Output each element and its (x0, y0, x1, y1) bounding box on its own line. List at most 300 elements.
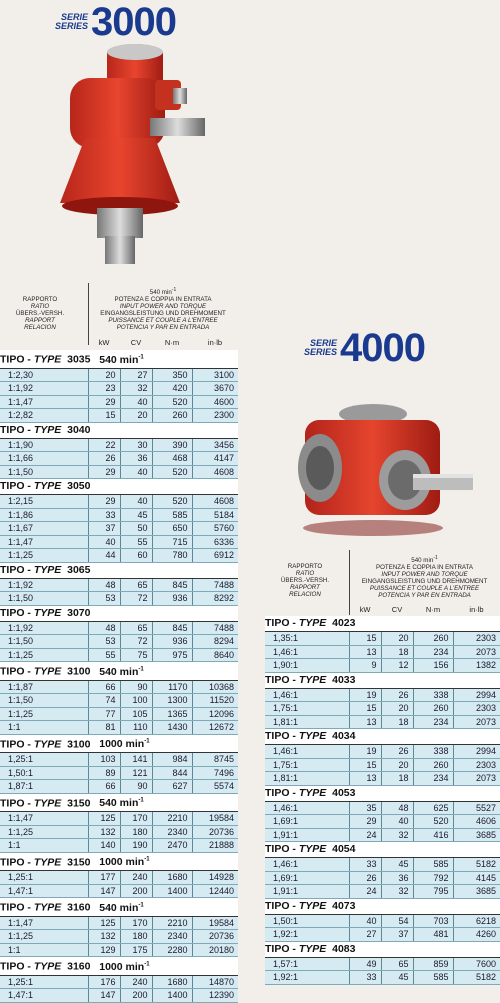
ratio-cell: 1:1 (0, 721, 88, 735)
type-header-row (0, 479, 238, 495)
kw-cell: 26 (88, 452, 120, 466)
nm-cell: 481 (413, 928, 453, 942)
table-row (265, 957, 500, 971)
table-row (265, 715, 500, 729)
inlb-cell: 5182 (453, 858, 500, 872)
ratio-cell: 1,47:1 (0, 989, 88, 1003)
table-row (265, 702, 500, 716)
kw-cell: 29 (88, 395, 120, 409)
nm-cell: 260 (413, 702, 453, 716)
series-3000-heading (55, 2, 176, 42)
inlb-cell: 14928 (192, 871, 238, 885)
col-nm: N·m (425, 605, 441, 614)
inlb-cell: 2994 (453, 688, 500, 702)
cv-cell: 40 (120, 495, 152, 509)
type-label: TIPO - TYPE (265, 617, 327, 629)
nm-cell: 844 (152, 766, 192, 780)
ratio-cell: 1,46:1 (265, 688, 349, 702)
table-row (0, 549, 238, 563)
inlb-cell: 7488 (192, 578, 238, 592)
cv-cell: 65 (120, 621, 152, 635)
ratio-cell: 1:1,86 (0, 508, 88, 522)
table-row (265, 815, 500, 829)
type-label: TIPO - TYPE (265, 899, 327, 912)
series-number: 4000 (340, 326, 425, 370)
nm-cell: 792 (413, 871, 453, 885)
type-label: TIPO - TYPE (0, 423, 62, 436)
inlb-cell: 11520 (192, 694, 238, 708)
inlb-cell: 4600 (192, 395, 238, 409)
ratio-cell: 1:1,47 (0, 812, 88, 826)
ratio-cell: 1:1,90 (0, 438, 88, 452)
kw-cell: 125 (88, 812, 120, 826)
inlb-cell: 5182 (453, 971, 500, 985)
kw-cell: 49 (349, 957, 381, 971)
kw-cell: 13 (349, 645, 381, 659)
inlb-cell: 8292 (192, 592, 238, 606)
ratio-cell: 1,92:1 (265, 971, 349, 985)
inlb-cell: 12390 (192, 989, 238, 1003)
cv-cell: 180 (120, 825, 152, 839)
cv-cell: 240 (120, 975, 152, 989)
column-headers-4000 (349, 605, 500, 614)
table-row (0, 465, 238, 479)
inlb-cell: 10368 (192, 680, 238, 694)
ratio-cell: 1,75:1 (265, 702, 349, 716)
ratio-cell: 1:1,87 (0, 680, 88, 694)
type-header-row (265, 729, 500, 745)
kw-cell: 13 (349, 772, 381, 786)
table-row (0, 707, 238, 721)
kw-cell: 40 (88, 535, 120, 549)
series-3000-table (0, 350, 238, 1003)
inlb-cell: 7600 (453, 957, 500, 971)
type-label: TIPO - TYPE (0, 960, 62, 973)
ratio-cell: 1,47:1 (0, 884, 88, 898)
nm-cell: 585 (152, 508, 192, 522)
inlb-cell: 21888 (192, 839, 238, 853)
type-label: TIPO - TYPE (265, 673, 327, 686)
type-label: TIPO - TYPE (265, 843, 327, 855)
table-row (0, 508, 238, 522)
nm-cell: 1400 (152, 989, 192, 1003)
nm-cell: 420 (152, 382, 192, 396)
type-code: 4053 (332, 786, 356, 799)
nm-cell: 984 (152, 753, 192, 767)
type-header-row (0, 734, 238, 753)
ratio-cell: 1,25:1 (0, 975, 88, 989)
type-code: 4083 (332, 942, 356, 955)
type-label: TIPO - TYPE (0, 606, 62, 619)
ratio-cell: 1,75:1 (265, 758, 349, 772)
type-code: 4073 (332, 899, 356, 912)
cv-cell: 45 (120, 508, 152, 522)
cv-cell: 32 (381, 828, 413, 842)
kw-cell: 132 (88, 930, 120, 944)
kw-cell: 129 (88, 943, 120, 957)
kw-cell: 24 (349, 828, 381, 842)
nm-cell: 585 (413, 971, 453, 985)
nm-cell: 156 (413, 659, 453, 673)
gearbox-3000-image (55, 38, 205, 268)
inlb-cell: 8294 (192, 635, 238, 649)
nm-cell: 650 (152, 522, 192, 536)
nm-cell: 627 (152, 780, 192, 794)
type-code: 3035 (67, 353, 91, 366)
table-row (265, 688, 500, 702)
table-row (265, 871, 500, 885)
inlb-cell: 14870 (192, 975, 238, 989)
table-row (0, 766, 238, 780)
ratio-cell: 1:1,25 (0, 707, 88, 721)
cv-cell: 32 (120, 382, 152, 396)
kw-cell: 147 (88, 884, 120, 898)
ratio-header: RAPPORTO RATIO ÜBERS.-VERSH. RAPPORT RELACION (15, 296, 65, 331)
table-row (0, 452, 238, 466)
nm-cell: 625 (413, 801, 453, 815)
nm-cell: 260 (413, 758, 453, 772)
nm-cell: 1365 (152, 707, 192, 721)
kw-cell: 29 (88, 495, 120, 509)
gearbox-4000-image (285, 398, 485, 543)
kw-cell: 15 (349, 702, 381, 716)
kw-cell: 15 (88, 409, 120, 423)
cv-cell: 40 (381, 815, 413, 829)
table-row (0, 753, 238, 767)
table-row (0, 825, 238, 839)
ratio-cell: 1:1,47 (0, 916, 88, 930)
inlb-cell: 7496 (192, 766, 238, 780)
type-label: TIPO - TYPE (0, 856, 62, 868)
ratio-cell: 1:1,67 (0, 522, 88, 536)
cv-cell: 141 (120, 753, 152, 767)
kw-cell: 44 (88, 549, 120, 563)
type-label: TIPO - TYPE (0, 353, 62, 366)
type-header-row (0, 957, 238, 976)
series-label-it: SERIE (310, 338, 338, 348)
inlb-cell: 2073 (453, 772, 500, 786)
type-speed: 1000 $\min^{-1}$ (99, 856, 150, 868)
type-speed: 540 $\min^{-1}$ (99, 353, 144, 366)
ratio-cell: 1:2,15 (0, 495, 88, 509)
type-label: TIPO - TYPE (0, 797, 62, 809)
cv-cell: 180 (120, 930, 152, 944)
ratio-cell: 1,46:1 (265, 801, 349, 815)
table-row (265, 928, 500, 942)
nm-cell: 1430 (152, 721, 192, 735)
nm-cell: 350 (152, 368, 192, 382)
nm-cell: 520 (413, 815, 453, 829)
nm-cell: 520 (152, 395, 192, 409)
type-label: TIPO - TYPE (0, 901, 62, 914)
nm-cell: 520 (152, 495, 192, 509)
table-row (0, 884, 238, 898)
series-4000-table (265, 616, 500, 985)
nm-cell: 2340 (152, 825, 192, 839)
col-inlb: in·lb (207, 338, 223, 347)
table-row (0, 930, 238, 944)
table-row (265, 828, 500, 842)
ratio-cell: 1:1,92 (0, 578, 88, 592)
table-row (265, 772, 500, 786)
column-headers-3000 (88, 338, 238, 347)
ratio-cell: 1,81:1 (265, 715, 349, 729)
ratio-cell: 1:1,50 (0, 592, 88, 606)
ratio-cell: 1:1 (0, 943, 88, 957)
kw-cell: 15 (349, 632, 381, 646)
type-code: 3065 (67, 563, 91, 576)
type-label: TIPO - TYPE (0, 665, 62, 678)
nm-cell: 1400 (152, 884, 192, 898)
inlb-cell: 12440 (192, 884, 238, 898)
ratio-header: RAPPORTO RATIO ÜBERS.-VERSH. RAPPORT RELACION (280, 563, 330, 598)
table-row (0, 780, 238, 794)
col-cv: CV (130, 338, 142, 347)
type-label: TIPO - TYPE (0, 563, 62, 576)
nm-cell: 845 (152, 578, 192, 592)
cv-cell: 37 (381, 928, 413, 942)
nm-cell: 468 (152, 452, 192, 466)
table-row (0, 395, 238, 409)
cv-cell: 45 (381, 971, 413, 985)
series-4000-heading (304, 328, 425, 368)
table-row (0, 839, 238, 853)
ratio-cell: 1:1 (0, 839, 88, 853)
inlb-cell: 19584 (192, 812, 238, 826)
ratio-cell: 1,81:1 (265, 772, 349, 786)
cv-cell: 90 (120, 780, 152, 794)
inlb-cell: 5574 (192, 780, 238, 794)
table-row (265, 885, 500, 899)
cv-cell: 48 (381, 801, 413, 815)
kw-cell: 77 (88, 707, 120, 721)
ratio-cell: 1:1,47 (0, 535, 88, 549)
kw-cell: 29 (88, 465, 120, 479)
table-row (265, 914, 500, 928)
ratio-cell: 1,25:1 (0, 871, 88, 885)
inlb-cell: 12096 (192, 707, 238, 721)
kw-cell: 74 (88, 694, 120, 708)
cv-cell: 90 (120, 680, 152, 694)
type-label: TIPO - TYPE (265, 786, 327, 799)
nm-cell: 2340 (152, 930, 192, 944)
kw-cell: 26 (349, 871, 381, 885)
kw-cell: 13 (349, 715, 381, 729)
inlb-cell: 4147 (192, 452, 238, 466)
type-header-row (265, 672, 500, 688)
inlb-cell: 3670 (192, 382, 238, 396)
ratio-cell: 1:1,50 (0, 694, 88, 708)
ratio-cell: 1,90:1 (265, 659, 349, 673)
kw-cell: 33 (349, 971, 381, 985)
table-row (265, 745, 500, 759)
ratio-cell: 1:2,30 (0, 368, 88, 382)
cv-cell: 20 (120, 409, 152, 423)
cv-cell: 50 (120, 522, 152, 536)
table-row (0, 812, 238, 826)
cv-cell: 105 (120, 707, 152, 721)
inlb-cell: 5184 (192, 508, 238, 522)
series-label-en: SERIES (304, 347, 338, 357)
inlb-cell: 4260 (453, 928, 500, 942)
type-header-row (0, 605, 238, 621)
kw-cell: 27 (349, 928, 381, 942)
series-number: 3000 (91, 0, 176, 44)
nm-cell: 936 (152, 592, 192, 606)
table-row (0, 382, 238, 396)
type-code: 3100 (67, 665, 91, 678)
cv-cell: 110 (120, 721, 152, 735)
ratio-cell: 1,46:1 (265, 745, 349, 759)
cv-cell: 36 (120, 452, 152, 466)
type-speed: 540 $\min^{-1}$ (99, 665, 144, 678)
type-code: 3100 (67, 738, 91, 750)
cv-cell: 36 (381, 871, 413, 885)
type-header-row (265, 898, 500, 914)
nm-cell: 936 (152, 635, 192, 649)
cv-cell: 55 (120, 535, 152, 549)
kw-cell: 53 (88, 592, 120, 606)
series-label-en: SERIES (55, 21, 89, 31)
table-row (265, 645, 500, 659)
kw-cell: 35 (349, 801, 381, 815)
kw-cell: 20 (88, 368, 120, 382)
ratio-cell: 1:1,25 (0, 549, 88, 563)
nm-cell: 390 (152, 438, 192, 452)
nm-cell: 2280 (152, 943, 192, 957)
cv-cell: 12 (381, 659, 413, 673)
table-row (0, 522, 238, 536)
col-cv: CV (391, 605, 403, 614)
cv-cell: 200 (120, 884, 152, 898)
type-header-row (0, 852, 238, 871)
nm-cell: 703 (413, 914, 453, 928)
table-row (265, 858, 500, 872)
cv-cell: 18 (381, 772, 413, 786)
type-code: 4034 (332, 730, 356, 742)
cv-cell: 27 (120, 368, 152, 382)
inlb-cell: 4608 (192, 495, 238, 509)
nm-cell: 780 (152, 549, 192, 563)
table-row (0, 409, 238, 423)
cv-cell: 45 (381, 858, 413, 872)
cv-cell: 20 (381, 702, 413, 716)
nm-cell: 2210 (152, 812, 192, 826)
inlb-cell: 8745 (192, 753, 238, 767)
cv-cell: 30 (120, 438, 152, 452)
nm-cell: 234 (413, 772, 453, 786)
inlb-cell: 2073 (453, 715, 500, 729)
inlb-cell: 2073 (453, 645, 500, 659)
ratio-cell: 1,46:1 (265, 858, 349, 872)
kw-cell: 24 (349, 885, 381, 899)
nm-cell: 234 (413, 645, 453, 659)
kw-cell: 19 (349, 745, 381, 759)
inlb-cell: 3456 (192, 438, 238, 452)
ratio-cell: 1,57:1 (265, 957, 349, 971)
kw-cell: 33 (349, 858, 381, 872)
table-row (0, 535, 238, 549)
inlb-cell: 6218 (453, 914, 500, 928)
type-code: 3150 (67, 856, 91, 868)
cv-cell: 26 (381, 688, 413, 702)
nm-cell: 260 (152, 409, 192, 423)
type-code: 3040 (67, 423, 91, 436)
type-code: 4054 (332, 843, 356, 855)
col-kw: kW (359, 605, 371, 614)
nm-cell: 416 (413, 828, 453, 842)
nm-cell: 715 (152, 535, 192, 549)
inlb-cell: 4145 (453, 871, 500, 885)
type-header-row (0, 662, 238, 681)
cv-cell: 200 (120, 989, 152, 1003)
table-row (0, 621, 238, 635)
kw-cell: 23 (88, 382, 120, 396)
nm-cell: 795 (413, 885, 453, 899)
type-speed: 540 $\min^{-1}$ (99, 797, 144, 809)
cv-cell: 190 (120, 839, 152, 853)
kw-cell: 132 (88, 825, 120, 839)
kw-cell: 125 (88, 916, 120, 930)
type-header-row (0, 422, 238, 438)
cv-cell: 18 (381, 645, 413, 659)
type-code: 3160 (67, 901, 91, 914)
kw-cell: 15 (349, 758, 381, 772)
type-code: 3160 (67, 960, 91, 973)
table-row (0, 592, 238, 606)
inlb-cell: 2303 (453, 758, 500, 772)
table-row (0, 694, 238, 708)
type-speed: 540 $\min^{-1}$ (99, 901, 144, 914)
table-row (265, 758, 500, 772)
ratio-cell: 1:1,92 (0, 382, 88, 396)
ratio-cell: 1:1,92 (0, 621, 88, 635)
table-row (265, 659, 500, 673)
ratio-cell: 1:1,66 (0, 452, 88, 466)
inlb-cell: 3100 (192, 368, 238, 382)
kw-cell: 81 (88, 721, 120, 735)
table-row (0, 943, 238, 957)
nm-cell: 338 (413, 745, 453, 759)
col-nm: N·m (164, 338, 180, 347)
cv-cell: 40 (120, 395, 152, 409)
ratio-cell: 1,50:1 (0, 766, 88, 780)
kw-cell: 48 (88, 578, 120, 592)
kw-cell: 9 (349, 659, 381, 673)
ratio-cell: 1,91:1 (265, 885, 349, 899)
cv-cell: 170 (120, 812, 152, 826)
table-row (0, 635, 238, 649)
inlb-cell: 20736 (192, 825, 238, 839)
type-header-row (265, 842, 500, 858)
table-row (0, 721, 238, 735)
nm-cell: 585 (413, 858, 453, 872)
ratio-cell: 1,35:1 (265, 632, 349, 646)
nm-cell: 859 (413, 957, 453, 971)
inlb-cell: 2303 (453, 702, 500, 716)
type-code: 3070 (67, 606, 91, 619)
nm-cell: 1300 (152, 694, 192, 708)
table-row (0, 916, 238, 930)
nm-cell: 260 (413, 632, 453, 646)
col-kw: kW (98, 338, 110, 347)
inlb-cell: 2994 (453, 745, 500, 759)
type-code: 3050 (67, 480, 91, 492)
type-speed: 1000 $\min^{-1}$ (99, 738, 150, 750)
type-label: TIPO - TYPE (0, 480, 62, 492)
table-row (0, 989, 238, 1003)
table-row (0, 680, 238, 694)
